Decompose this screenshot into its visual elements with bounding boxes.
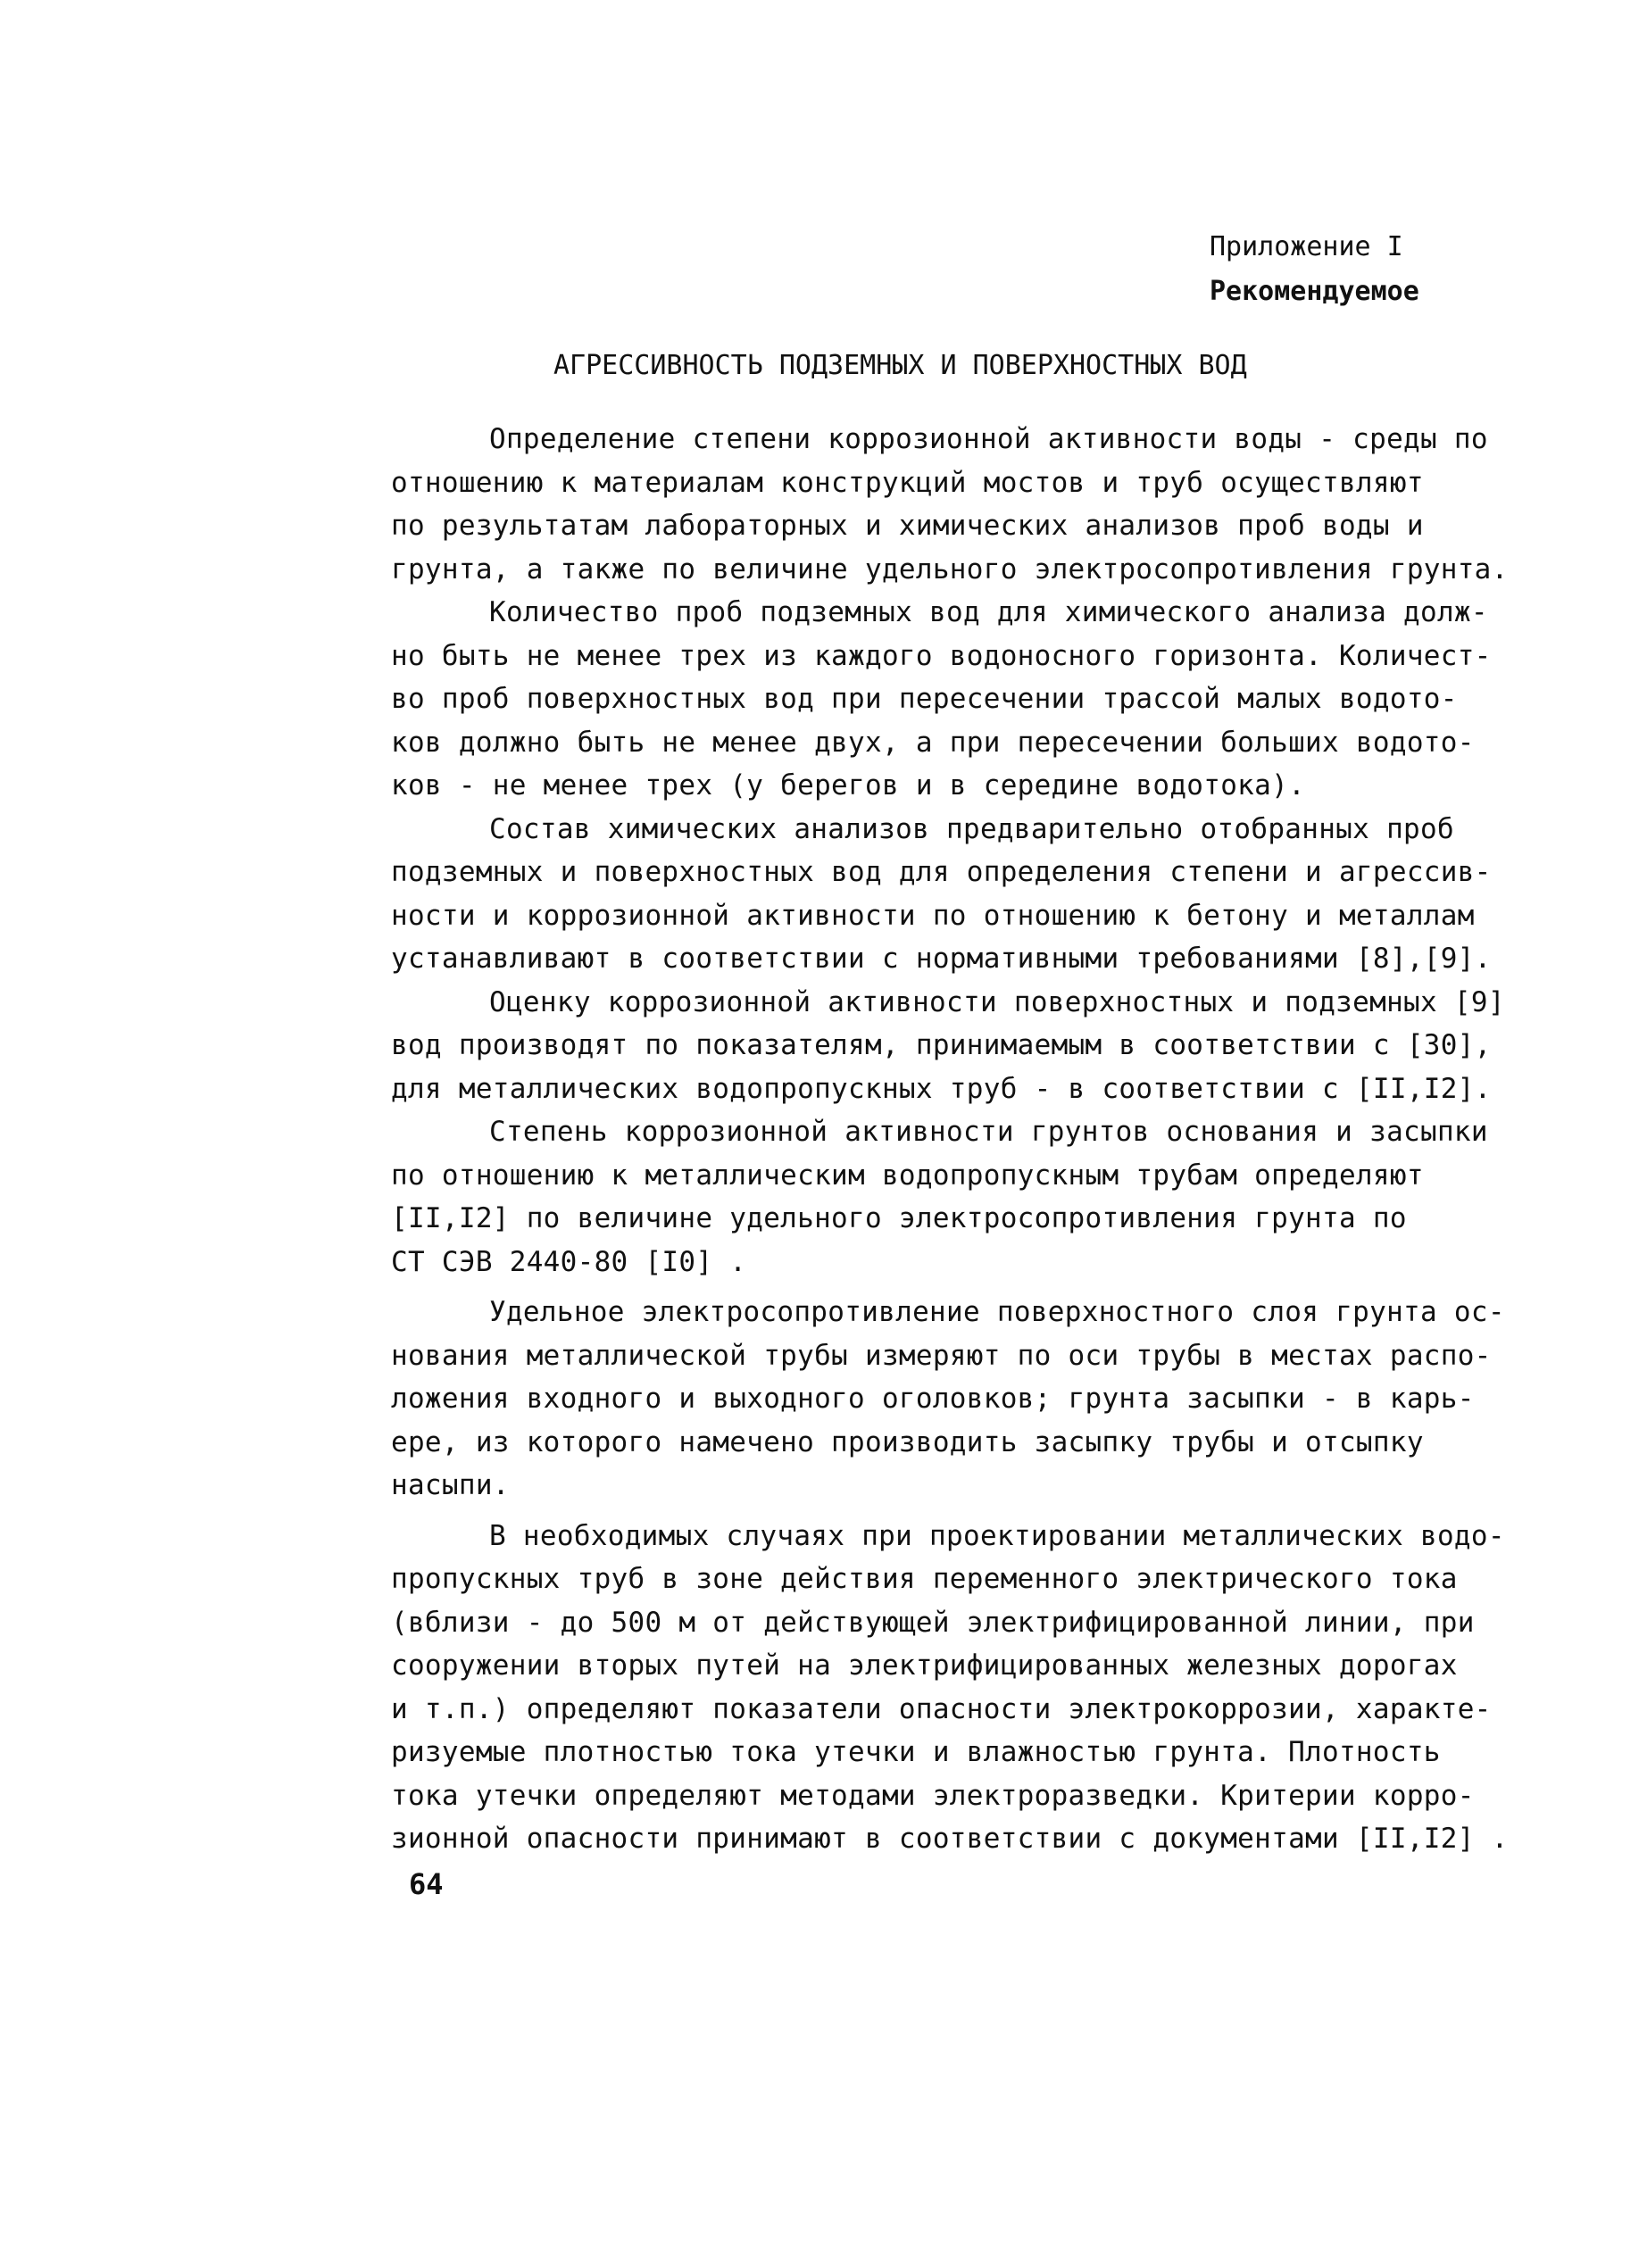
text-line: ности и коррозионной активности по отношению к бетону и металлам (391, 899, 1475, 932)
text-line: для металлических водопропускных труб - в соответствии с [II,I2]. (391, 1072, 1492, 1105)
text-line: во проб поверхностных вод при пересечении трассой малых водото- (391, 683, 1458, 715)
text-line: (вблизи - до 500 м от действующей электрифицированной линии, при (391, 1606, 1475, 1639)
text-line: насыпи. (391, 1469, 510, 1501)
body-text (391, 418, 1543, 1861)
text-line: и т.п.) определяют показатели опасности электрокоррозии, характе- (391, 1692, 1492, 1725)
text-line: сооружении вторых путей на электрифицированных железных дорогах (391, 1649, 1458, 1682)
text-line: Степень коррозионной активности грунтов основания и засыпки (489, 1116, 1488, 1148)
text-line: подземных и поверхностных вод для определения степени и агрессив- (391, 856, 1492, 888)
annex-header (1210, 225, 1419, 314)
page-number: 64 (409, 1867, 444, 1901)
text-line: пропускных труб в зоне действия переменного электрического тока (391, 1563, 1458, 1595)
text-line: Определение степени коррозионной активности воды - среды по (489, 423, 1488, 455)
text-line: зионной опасности принимают в соответствии с документами [II,I2] . (391, 1823, 1509, 1855)
text-line: Удельное электросопротивление поверхностного слоя грунта ос- (489, 1296, 1505, 1328)
text-line: по результатам лабораторных и химических анализов проб воды и (391, 510, 1424, 542)
text-line: по отношению к металлическим водопропускным трубам определяют (391, 1159, 1424, 1192)
text-line: тока утечки определяют методами электроразведки. Критерии корро- (391, 1779, 1475, 1812)
text-line: ложения входного и выходного оголовков; грунта засыпки - в карь- (391, 1383, 1475, 1415)
text-line: ере, из которого намечено производить засыпку трубы и отсыпку (391, 1425, 1424, 1458)
text-line: [II,I2] по величине удельного электросопротивления грунта по (391, 1202, 1407, 1234)
text-line: отношению к материалам конструкций мостов и труб осуществляют (391, 466, 1424, 499)
text-line: ков - не менее трех (у берегов и в середине водотока). (391, 769, 1306, 802)
section-title: АГРЕССИВНОСТЬ ПОДЗЕМНЫХ И ПОВЕРХНОСТНЫХ ВОД (553, 350, 1247, 381)
text-line: нования металлической трубы измеряют по оси трубы в местах распо- (391, 1339, 1492, 1372)
text-line: ков должно быть не менее двух, а при пересечении больших водото- (391, 726, 1475, 759)
text-line: но быть не менее трех из каждого водоносного горизонта. Количест- (391, 639, 1492, 672)
annex-label: Приложение I (1210, 231, 1403, 262)
text-line: Оценку коррозионной активности поверхностных и подземных [9] (489, 985, 1505, 1018)
text-line: Количество проб подземных вод для химического анализа долж- (489, 596, 1488, 628)
text-line: устанавливают в соответствии с нормативными требованиями [8],[9]. (391, 943, 1492, 975)
text-line: грунта, а также по величине удельного электросопротивления грунта. (391, 552, 1509, 586)
text-line: ризуемые плотностью тока утечки и влажностью грунта. Плотность (391, 1736, 1441, 1768)
annex-status: Рекомендуемое (1210, 276, 1419, 307)
text-line: вод производят по показателям, принимаемым в соответствии с [30], (391, 1029, 1492, 1061)
text-line: Состав химических анализов предварительно отобранных проб (489, 812, 1454, 845)
text-line: В необходимых случаях при проектировании металлических водо- (489, 1519, 1505, 1552)
text-line: СТ СЭВ 2440-80 [I0] . (391, 1245, 747, 1278)
